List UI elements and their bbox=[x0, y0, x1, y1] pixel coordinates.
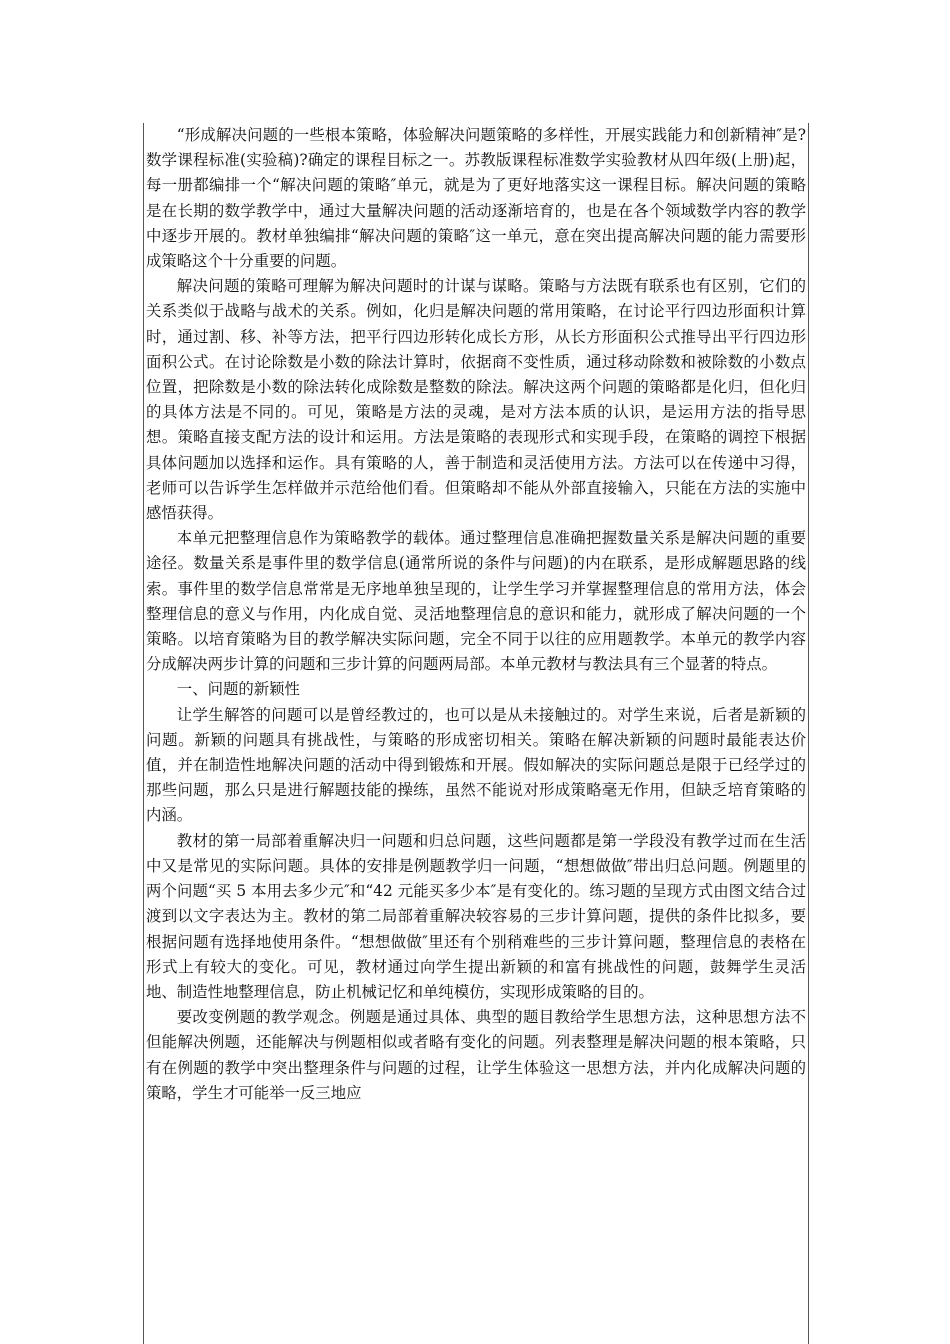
paragraph-5: 教材的第一局部着重解决归一问题和归总问题，这些问题都是第一学段没有教学过而在生活中又是常见的实际问题。具体的安排是例题教学归一问题，“想想做做″带出归总问题。例题里的两个问题“买 5 本用去多少元″和“42 元能买多少本″是有变化的。练习题的呈现方式由图文结合过渡到以文字表达为主。教材的第二局部着重解决较容易的三步计算问题，提供的条件比拟多，要根据问题有选择地使用条件。“想想做做″里还有个别稍难些的三步计算问题，整理信息的表格在形式上有较大的变化。可见，教材通过向学生提出新颖的和富有挑战性的问题，鼓舞学生灵活地、制造性地整理信息，防止机械记忆和单纯模仿，实现形成策略的目的。 bbox=[146, 831, 806, 1001]
document-body bbox=[143, 123, 809, 1344]
section-heading: 一、问题的新颖性 bbox=[176, 680, 300, 699]
paragraph-4: 让学生解答的问题可以是曾经教过的，也可以是从未接触过的。对学生来说，后者是新颖的问题。新颖的问题具有挑战性，与策略的形成密切相关。策略在解决新颖的问题时最能表达价值，并在制造性地解决问题的活动中得到锻炼和开展。假如解决的实际问题总是限于已经学过的那些问题，那么只是进行解题技能的操练，虽然不能说对形成策略毫无作用，但缺乏培育策略的内涵。 bbox=[146, 705, 806, 825]
paragraph-6: 要改变例题的教学观念。例题是通过具体、典型的题目教给学生思想方法，这种思想方法不但能解决例题，还能解决与例题相似或者略有变化的问题。列表整理是解决问题的根本策略，只有在例题的教学中突出整理条件与问题的过程，让学生体验这一思想方法，并内化成解决问题的策略，学生才可能举一反三地应 bbox=[146, 1008, 806, 1102]
paragraph-3: 本单元把整理信息作为策略教学的载体。通过整理信息准确把握数量关系是解决问题的重要途径。数量关系是事件里的数学信息(通常所说的条件与问题)的内在联系，是形成解题思路的线索。事件里的数学信息常常是无序地单独呈现的，让学生学习并掌握整理信息的常用方法，体会整理信息的意义与作用，内化成自觉、灵活地整理信息的意识和能力，就形成了解决问题的一个策略。以培育策略为目的教学解决实际问题，完全不同于以往的应用题教学。本单元的教学内容分成解决两步计算的问题和三步计算的问题两局部。本单元教材与教法具有三个显著的特点。 bbox=[146, 529, 806, 674]
paragraph-2: 解决问题的策略可理解为解决问题时的计谋与谋略。策略与方法既有联系也有区别，它们的关系类似于战略与战术的关系。例如，化归是解决问题的常用策略，在讨论平行四边形面积计算时，通过割、移、补等方法，把平行四边形转化成长方形，从长方形面积公式推导出平行四边形面积公式。在讨论除数是小数的除法计算时，依据商不变性质，通过移动除数和被除数的小数点位置，把除数是小数的除法转化成除数是整数的除法。解决这两个问题的策略都是化归，但化归的具体方法是不同的。可见，策略是方法的灵魂，是对方法本质的认识，是运用方法的指导思想。策略直接支配方法的设计和运用。方法是策略的表现形式和实现手段，在策略的调控下根据具体问题加以选择和运作。具有策略的人，善于制造和灵活使用方法。方法可以在传递中习得，老师可以告诉学生怎样做并示范给他们看。但策略却不能从外部直接输入，只能在方法的实施中感悟获得。 bbox=[146, 277, 806, 523]
paragraph-1: “形成解决问题的一些根本策略，体验解决问题策略的多样性，开展实践能力和创新精神″是?数学课程标准(实验稿)?确定的课程目标之一。苏教版课程标准数学实验教材从四年级(上册)起，每一册都编排一个“解决问题的策略″单元，就是为了更好地落实这一课程目标。解决问题的策略是在长期的数学教学中，通过大量解决问题的活动逐渐培育的，也是在各个领域数学内容的教学中逐步开展的。教材单独编排“解决问题的策略″这一单元，意在突出提高解决问题的能力需要形成策略这个十分重要的问题。 bbox=[146, 126, 806, 271]
